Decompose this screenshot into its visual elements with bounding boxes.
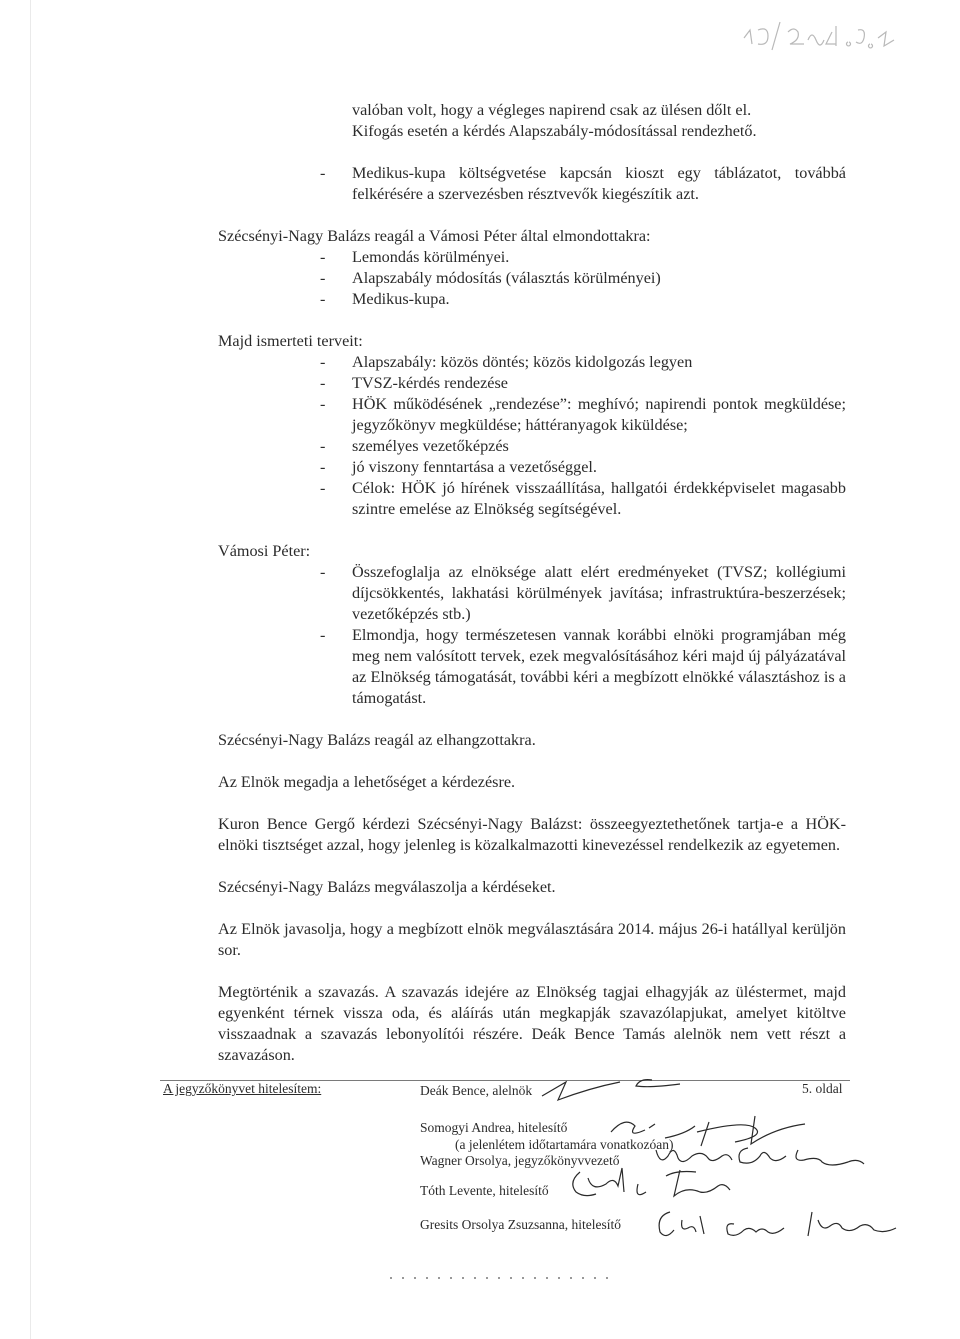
dash-bullet: - — [320, 395, 326, 413]
paragraph-objection: Kifogás esetén a kérdés Alapszabály-módosítással rendezhető. — [352, 122, 757, 140]
signatory-name: Wagner Orsolya, jegyzőkönyvvezető — [420, 1153, 620, 1168]
signatory-name: Tóth Levente, hitelesítő — [420, 1183, 549, 1198]
signatory-name: Gresits Orsolya Zsuzsanna, hitelesítő — [420, 1217, 621, 1232]
dash-bullet: - — [320, 269, 326, 287]
speaker-block-vamosi — [218, 541, 846, 709]
dash-bullet: - — [320, 458, 326, 476]
paragraph-vote: Megtörténik a szavazás. A szavazás idejére az Elnökség tagjai elhagyják az üléstermet, majd egyenként térnek vissza oda, és aláírás után megkapják szavazólapjukat, amelyet kitöltve visszaadnak a szavazás lebonyolítói részére. Deák Bence Tamás alelnök nem vett részt a szavazáson. — [218, 983, 846, 1064]
list-item-medikus — [218, 163, 846, 205]
list-item-text: Lemondás körülményei. — [352, 248, 510, 266]
paragraph-answer: Szécsényi-Nagy Balázs megválaszolja a kérdéseket. — [218, 878, 556, 896]
dash-bullet: - — [320, 563, 326, 581]
dotted-line — [390, 1277, 610, 1279]
dash-bullet: - — [320, 374, 326, 392]
list-item-text: TVSZ-kérdés rendezése — [352, 374, 508, 392]
document-body — [218, 100, 846, 1066]
plans-list — [218, 352, 846, 520]
signature-deak — [540, 1074, 690, 1110]
list-item — [218, 394, 846, 436]
dash-bullet: - — [320, 290, 326, 308]
dash-bullet: - — [320, 479, 326, 497]
paragraph-proposal: Az Elnök javasolja, hogy a megbízott elnök megválasztására 2014. május 26-i hatállyal kerüljön sor. — [218, 920, 846, 959]
dash-bullet: - — [320, 353, 326, 371]
certifier-label: A jegyzőkönyvet hitelesítem: — [163, 1081, 322, 1096]
speaker-name: Vámosi Péter: — [218, 542, 311, 560]
signatory-name: Somogyi Andrea, hitelesítő — [420, 1120, 568, 1135]
list-item — [218, 352, 846, 373]
handwritten-registry-number — [740, 16, 900, 52]
reply-list — [218, 247, 846, 310]
signatory-note: (a jelenlétem időtartamára vonatkozóan) — [455, 1137, 674, 1152]
list-item — [218, 268, 846, 289]
list-item — [218, 625, 846, 709]
list-item-text: Medikus-kupa költségvetése kapcsán kioszt egy táblázatot, továbbá felkérésére a szervezésben résztvevők kiegészítik azt. — [352, 164, 846, 203]
list-item — [218, 247, 846, 268]
list-item-text: Medikus-kupa. — [352, 290, 450, 308]
signatory-name: Deák Bence, alelnök — [420, 1083, 533, 1098]
paragraph-plans-intro: Majd ismerteti terveit: — [218, 332, 363, 350]
list-item — [218, 289, 846, 310]
list-item-text: Célok: HÖK jó hírének visszaállítása, hallgatói érdekképviselet magasabb szintre emelése az Elnökség segítségével. — [352, 479, 846, 518]
dash-bullet: - — [320, 248, 326, 266]
signature-footer — [0, 1080, 960, 1339]
list-item-text: Alapszabály: közös döntés; közös kidolgozás legyen — [352, 353, 693, 371]
signature-gresits — [652, 1202, 912, 1246]
list-item-text: Alapszabály módosítás (választás körülményei) — [352, 269, 661, 287]
dash-bullet: - — [320, 626, 326, 644]
paragraph-continuation: valóban volt, hogy a végleges napirend csak az ülésen dőlt el. — [352, 101, 752, 119]
list-item — [218, 436, 846, 457]
paragraph-reply-intro: Szécsényi-Nagy Balázs reagál a Vámosi Péter által elmondottakra: — [218, 227, 651, 245]
paragraph-question: Kuron Bence Gergő kérdezi Szécsényi-Nagy Balázst: összeegyeztethetőnek tartja-e a HÖK-elnöki tisztséget azzal, hogy jelenleg is közalkalmazotti kinevezéssel rendelkezik az egyetemen. — [218, 815, 846, 854]
list-item — [218, 457, 846, 478]
paragraph-reaction: Szécsényi-Nagy Balázs reagál az elhangzottakra. — [218, 731, 536, 749]
list-item — [218, 562, 846, 625]
list-item — [218, 373, 846, 394]
list-item-text: Összefoglalja az elnöksége alatt elért eredményeket (TVSZ; kollégiumi díjcsökkentés, lakhatási körülmények javítása; infrastruktúra-beszerzések; vezetőképzés stb.) — [352, 563, 846, 623]
paragraph-chair: Az Elnök megadja a lehetőséget a kérdezésre. — [218, 773, 516, 791]
dash-bullet: - — [320, 164, 326, 182]
page-number: 5. oldal — [802, 1081, 843, 1096]
list-item — [218, 478, 846, 520]
list-item-text: HÖK működésének „rendezése”: meghívó; napirendi pontok megküldése; jegyzőkönyv megküldése; háttéranyagok kiküldése; — [352, 395, 846, 434]
dash-bullet: - — [320, 437, 326, 455]
list-item-text: jó viszony fenntartása a vezetőséggel. — [352, 458, 597, 476]
list-item-text: személyes vezetőképzés — [352, 437, 509, 455]
list-item-text: Elmondja, hogy természetesen vannak korábbi elnöki programjában még meg nem valósított tervek, ezek megvalósításához kéri majd új pályázatával az Elnökség támogatását, további kéri a megbízott elnökké választáshoz is a támogatást. — [352, 626, 846, 707]
